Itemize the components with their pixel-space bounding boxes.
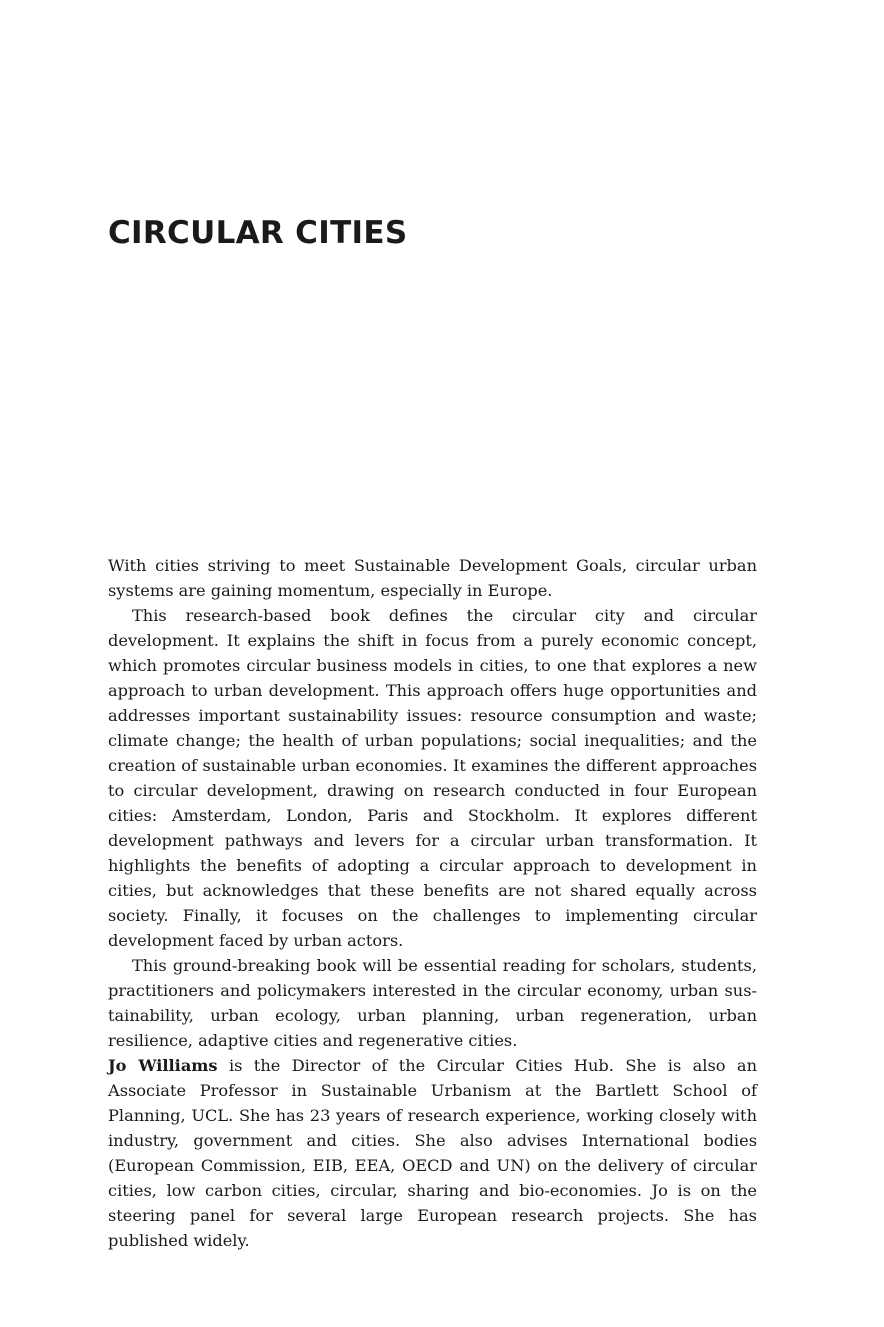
author-name: Jo Williams xyxy=(108,1056,218,1075)
author-bio-text: is the Director of the Circular Cities Hub. She is also an Associate Professor in Sustainable Urbanism at the Bartlett School of Planning, UCL. She has 23 years of research experience, working closely with industry, government and cities. She also advises International bodies (European Commission, EIB, EEA, OECD and UN) on the delivery of circular cities, low carbon cities, circular, sharing and bio-economies. Jo is on the steering panel for several large European research projects. She has published widely. xyxy=(108,1056,757,1250)
page-title: CIRCULAR CITIES xyxy=(108,215,408,251)
description-paragraph: This research-based book defines the circular city and circular development. It explains the shift in focus from a purely economic concept, which promotes circular business models in cities, to one that explores a new approach to urban development. This approach offers huge opportunities and addresses important sustainability issues: resource consumption and waste; climate change; the health of urban populations; social inequalities; and the creation of sustainable urban economies. It examines the different approaches to circular development, drawing on research conducted in four European cities: Amsterdam, London, Paris and Stockholm. It explores different development pathways and levers for a circular urban transformation. It highlights the benefits of adopting a circular approach to development in cities, but acknowledges that these benefits are not shared equally across society. Finally, it focuses on the challenges to implementing circular development faced by urban actors. xyxy=(108,606,757,950)
description-paragraph: This ground-breaking book will be essential reading for scholars, students, practitioners and policymakers interested in the circular economy, urban sustainability, urban ecology, urban planning, urban regeneration, urban resilience, adaptive cities and regenerative cities. xyxy=(108,956,757,1050)
book-description xyxy=(108,553,757,1053)
author-bio-paragraph xyxy=(108,1053,757,1253)
description-paragraph: With cities striving to meet Sustainable Development Goals, circular urban systems are gaining momentum, especially in Europe. xyxy=(108,556,757,600)
author-bio xyxy=(108,1053,757,1253)
